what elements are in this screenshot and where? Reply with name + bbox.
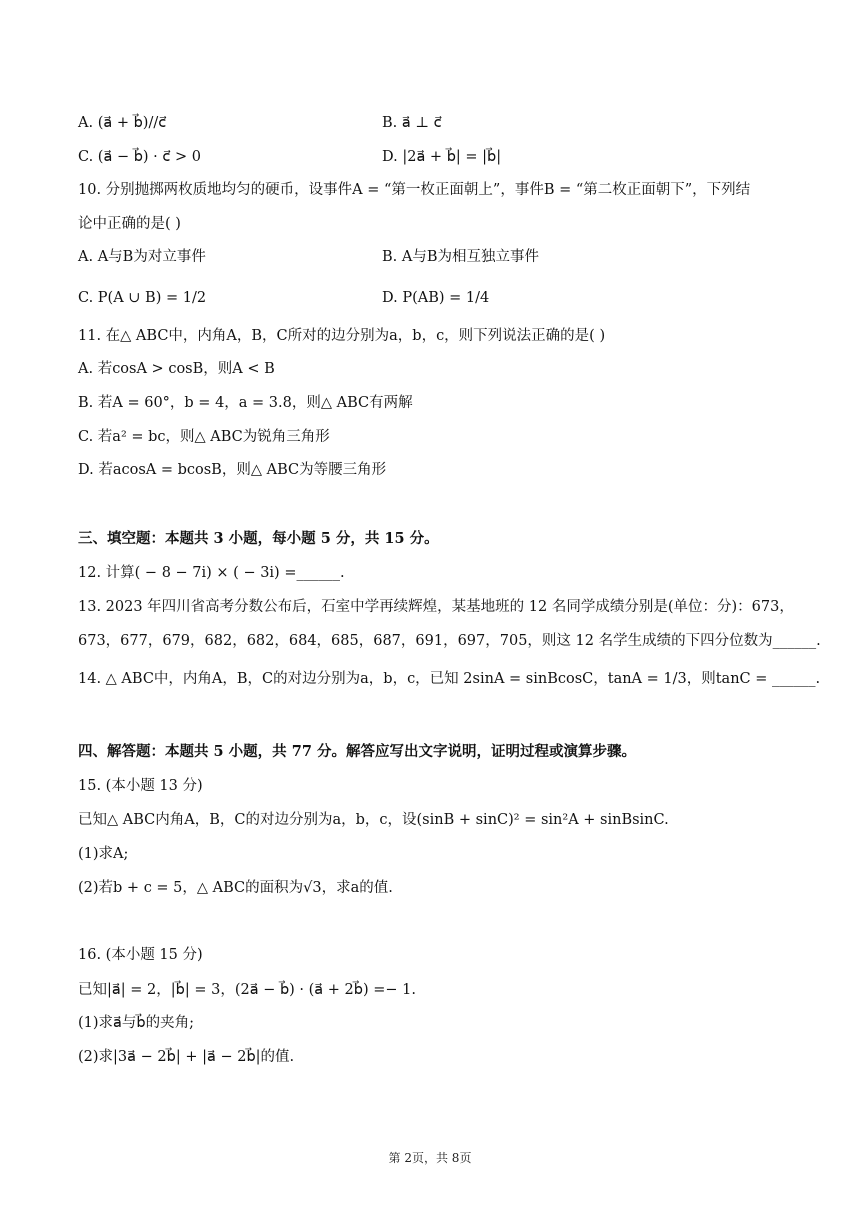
q12: 12. 计算( − 8 − 7i) × ( − 3i) =______. <box>78 565 345 581</box>
q9-option-b: B. a⃗ ⊥ c⃗ <box>382 115 442 131</box>
q15-header: 15. (本小题 13 分) <box>78 778 203 794</box>
q9-option-d: D. |2a⃗ + b⃗| = |b⃗| <box>382 149 502 165</box>
q13-line1: 13. 2023 年四川省高考分数公布后，石室中学再续辉煌，某基地班的 12 名同学成绩分别是(单位：分)：673， <box>78 599 794 615</box>
q14: 14. △ ABC中，内角A，B，C的对边分别为a，b，c，已知 2sinA = sinBcosC，tanA = 1/3，则tanC = ______. <box>78 671 821 687</box>
q9-option-a: A. (a⃗ + b⃗)//c⃗ <box>78 115 167 131</box>
q15-given: 已知△ ABC内角A，B，C的对边分别为a，b，c，设(sinB + sinC)² = sin²A + sinBsinC. <box>78 812 669 828</box>
q16-given: 已知|a⃗| = 2，|b⃗| = 3，(2a⃗ − b⃗) · (a⃗ + 2b⃗) =− 1. <box>78 982 416 998</box>
q16-header: 16. (本小题 15 分) <box>78 947 203 963</box>
section-4-heading: 四、解答题：本题共 5 小题，共 77 分。解答应写出文字说明，证明过程或演算步骤。 <box>78 743 636 760</box>
q10-stem-line1: 10. 分别抛掷两枚质地均匀的硬币，设事件A = “第一枚正面朝上”，事件B = “第二枚正面朝下”，下列结 <box>78 182 751 198</box>
q10-option-d: D. P(AB) = 1/4 <box>382 290 490 306</box>
q11-option-a: A. 若cosA > cosB，则A < B <box>78 361 275 377</box>
q11-option-b: B. 若A = 60°，b = 4，a = 3.8，则△ ABC有两解 <box>78 395 413 411</box>
page-footer: 第 2页，共 8页 <box>388 1151 472 1165</box>
q10-option-b: B. A与B为相互独立事件 <box>382 249 539 265</box>
q16-part1: (1)求a⃗与b⃗的夹角; <box>78 1015 195 1031</box>
q9-option-c: C. (a⃗ − b⃗) · c⃗ > 0 <box>78 149 201 165</box>
q15-part1: (1)求A; <box>78 846 129 862</box>
q11-stem: 11. 在△ ABC中，内角A，B，C所对的边分别为a，b，c，则下列说法正确的是( ) <box>78 328 606 344</box>
q11-option-d: D. 若acosA = bcosB，则△ ABC为等腰三角形 <box>78 462 387 478</box>
q11-option-c: C. 若a² = bc，则△ ABC为锐角三角形 <box>78 429 330 445</box>
q10-stem-line2: 论中正确的是( ) <box>78 216 181 232</box>
q15-part2: (2)若b + c = 5，△ ABC的面积为√3，求a的值. <box>78 880 393 896</box>
q10-option-c: C. P(A ∪ B) = 1/2 <box>78 290 207 306</box>
q16-part2: (2)求|3a⃗ − 2b⃗| + |a⃗ − 2b⃗|的值. <box>78 1049 295 1065</box>
q13-line2: 673，677，679，682，682，684，685，687，691，697，705，则这 12 名学生成绩的下四分位数为______. <box>78 633 821 649</box>
section-3-heading: 三、填空题：本题共 3 小题，每小题 5 分，共 15 分。 <box>78 530 439 547</box>
q10-option-a: A. A与B为对立事件 <box>78 249 206 265</box>
